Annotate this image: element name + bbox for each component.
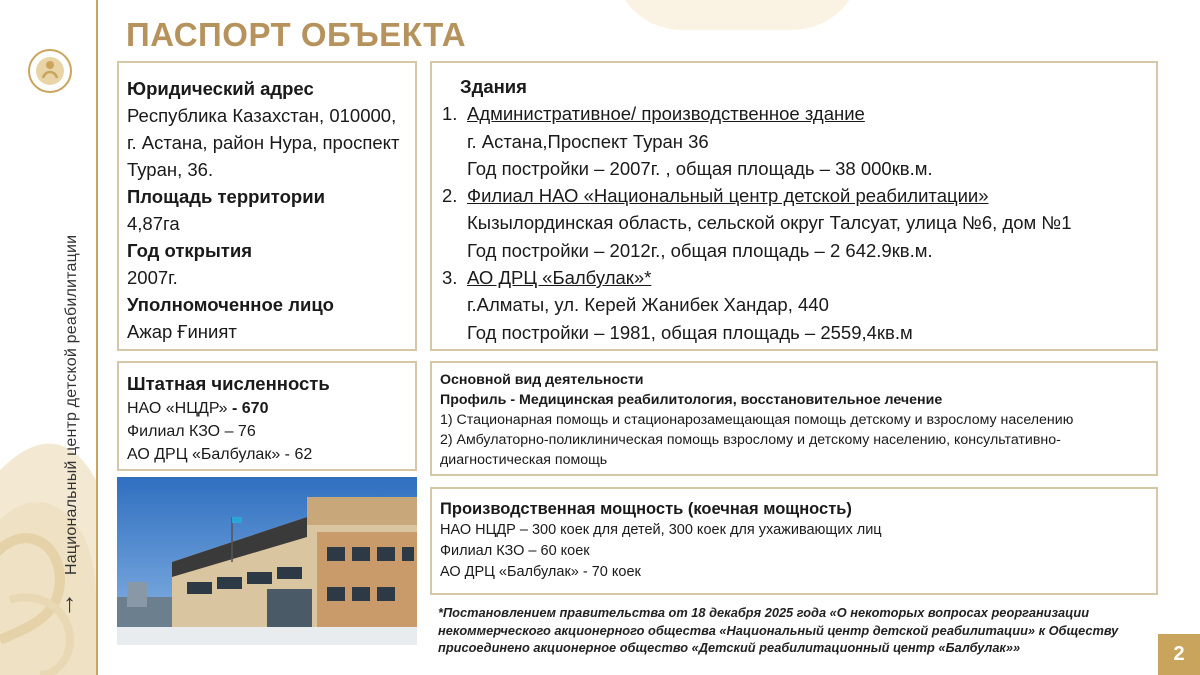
top-decoration bbox=[612, 0, 862, 30]
building-number: 2. bbox=[442, 185, 458, 207]
building-item bbox=[442, 264, 1156, 291]
logo-icon bbox=[27, 48, 73, 94]
capacity-line: Филиал КЗО – 60 коек bbox=[440, 543, 590, 559]
building-number: 1. bbox=[442, 103, 458, 125]
activity-box bbox=[430, 361, 1158, 476]
activity-line: 2) Амбулаторно-поликлиническая помощь взрослому и детскому населению, консультативно- bbox=[440, 432, 1061, 448]
building-location: Кызылординская область, сельской округ Талсуат, улица №6, дом №1 bbox=[467, 212, 1072, 234]
ornament-decoration bbox=[0, 0, 96, 675]
capacity-line: АО ДРЦ «Балбулак» - 70 коек bbox=[440, 564, 641, 580]
sidebar-divider bbox=[96, 0, 98, 675]
sidebar-vertical-text: Национальный центр детской реабилитации bbox=[63, 234, 80, 575]
capacity-line: НАО НЦДР – 300 коек для детей, 300 коек для ухаживающих лиц bbox=[440, 522, 882, 538]
buildings-heading: Здания bbox=[460, 76, 527, 97]
footnote-line: *Постановлением правительства от 18 декабря 2025 года «О некоторых вопросах реорганизации bbox=[438, 605, 1090, 620]
activity-heading: Основной вид деятельности bbox=[440, 372, 644, 388]
page-title: ПАСПОРТ ОБЪЕКТА bbox=[126, 16, 467, 53]
person-label: Уполномоченное лицо bbox=[127, 294, 334, 315]
legal-info-box bbox=[117, 61, 417, 351]
footnote bbox=[438, 604, 1158, 657]
page-number: 2 bbox=[1158, 634, 1200, 675]
staff-line1-label: НАО «НЦДР» bbox=[127, 400, 228, 417]
building-location: г. Астана,Проспект Туран 36 bbox=[467, 130, 709, 152]
building-info: Год постройки – 2012г., общая площадь – 2 642.9кв.м. bbox=[467, 239, 933, 261]
activity-line: 1) Стационарная помощь и стационарозамещающая помощь детскому и взрослому населению bbox=[440, 412, 1074, 428]
footnote-line: некоммерческого акционерного общества «Национальный центр детской реабилитации» к Обществу bbox=[438, 622, 1119, 638]
building-image bbox=[117, 477, 417, 645]
activity-line: диагностическая помощь bbox=[440, 452, 608, 468]
area-label: Площадь территории bbox=[127, 186, 325, 207]
activity-profile: Профиль - Медицинская реабилитология, восстановительное лечение bbox=[440, 392, 943, 408]
staff-heading: Штатная численность bbox=[127, 373, 330, 394]
staff-line bbox=[127, 397, 415, 420]
staff-line1-value: - 670 bbox=[227, 400, 269, 417]
sidebar bbox=[0, 0, 96, 675]
address-line: Туран, 36. bbox=[127, 159, 214, 180]
arrow-up-icon: → bbox=[50, 592, 80, 618]
footnote-line: присоединено акционерное общество «Детский реабилитационный центр «Балбулак»» bbox=[438, 640, 1021, 655]
area-value: 4,87га bbox=[127, 213, 180, 234]
building-item bbox=[442, 182, 1156, 209]
address-line: Республика Казахстан, 010000, bbox=[127, 105, 397, 126]
opening-value: 2007г. bbox=[127, 267, 178, 288]
building-info: Год постройки – 2007г. , общая площадь – 38 000кв.м. bbox=[467, 157, 933, 179]
building-photo bbox=[117, 477, 417, 645]
address-label: Юридический адрес bbox=[127, 78, 314, 99]
staff-line: АО ДРЦ «Балбулак» - 62 bbox=[127, 446, 313, 463]
building-number: 3. bbox=[442, 267, 458, 289]
building-name: АО ДРЦ «Балбулак»* bbox=[467, 267, 652, 289]
building-name: Административное/ производственное здание bbox=[467, 103, 865, 125]
person-value: Ажар Ғиният bbox=[127, 321, 237, 342]
staff-line: Филиал КЗО – 76 bbox=[127, 423, 256, 440]
building-name: Филиал НАО «Национальный центр детской реабилитации» bbox=[467, 185, 989, 207]
building-info: Год постройки – 1981, общая площадь – 2559,4кв.м bbox=[467, 321, 913, 343]
address-line: г. Астана, район Нура, проспект bbox=[127, 132, 400, 153]
capacity-box bbox=[430, 487, 1158, 595]
capacity-heading: Производственная мощность (коечная мощность) bbox=[440, 500, 852, 518]
building-item bbox=[442, 100, 1156, 127]
opening-label: Год открытия bbox=[127, 240, 252, 261]
staff-box bbox=[117, 361, 417, 471]
buildings-box bbox=[430, 61, 1158, 351]
building-location: г.Алматы, ул. Керей Жанибек Хандар, 440 bbox=[467, 294, 829, 316]
